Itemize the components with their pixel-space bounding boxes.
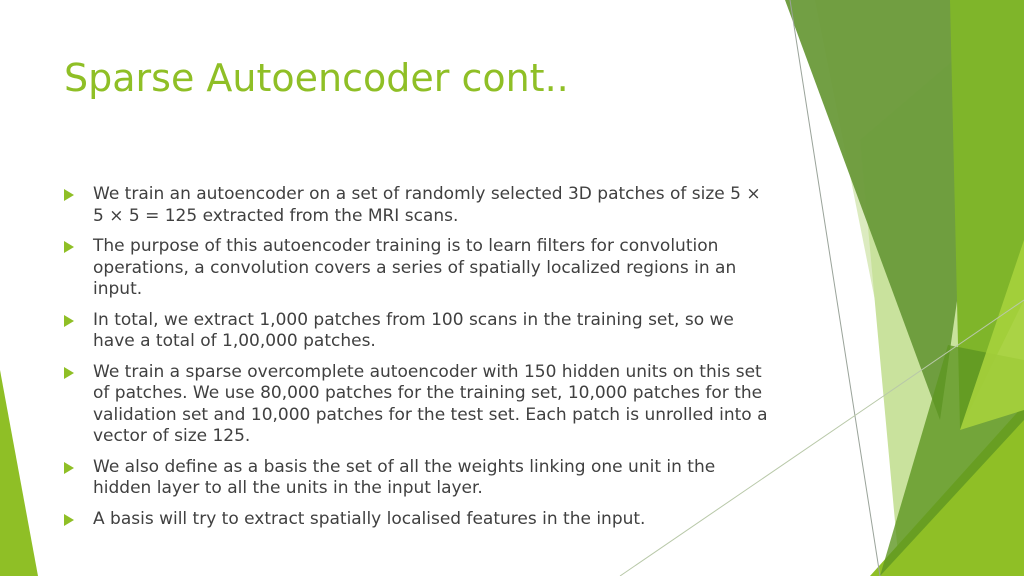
slide-title: Sparse Autoencoder cont.. xyxy=(64,56,569,100)
bullet-text: We also define as a basis the set of all the weights linking one unit in the hidden layer to all the units in the input layer. xyxy=(93,456,716,498)
list-item xyxy=(64,457,776,500)
list-item xyxy=(64,184,776,227)
triangle-right-icon xyxy=(64,367,74,379)
triangle-right-icon xyxy=(64,189,74,201)
triangle-right-icon xyxy=(64,315,74,327)
bullet-list xyxy=(64,184,776,539)
triangle-right-icon xyxy=(64,514,74,526)
list-item xyxy=(64,310,776,353)
triangle-right-icon xyxy=(64,462,74,474)
list-item xyxy=(64,509,776,531)
list-item xyxy=(64,362,776,448)
bullet-text: We train an autoencoder on a set of randomly selected 3D patches of size 5 × 5 × 5 = 125 extracted from the MRI scans. xyxy=(93,184,761,226)
bullet-text: A basis will try to extract spatially localised features in the input. xyxy=(93,508,646,529)
left-accent-shape xyxy=(0,370,38,576)
bullet-text: We train a sparse overcomplete autoencoder with 150 hidden units on this set of patches. We use 80,000 patches for the training set, 10,000 patches for the validation set and 10,000 patches for the test set. Each patch is unrolled into a vector of size 125. xyxy=(93,361,768,446)
bullet-text: In total, we extract 1,000 patches from 100 scans in the training set, so we have a total of 1,00,000 patches. xyxy=(93,309,734,351)
bullet-text: The purpose of this autoencoder training is to learn filters for convolution operations, a convolution covers a series of spatially localized regions in an input. xyxy=(93,236,737,299)
triangle-right-icon xyxy=(64,241,74,253)
list-item xyxy=(64,236,776,301)
